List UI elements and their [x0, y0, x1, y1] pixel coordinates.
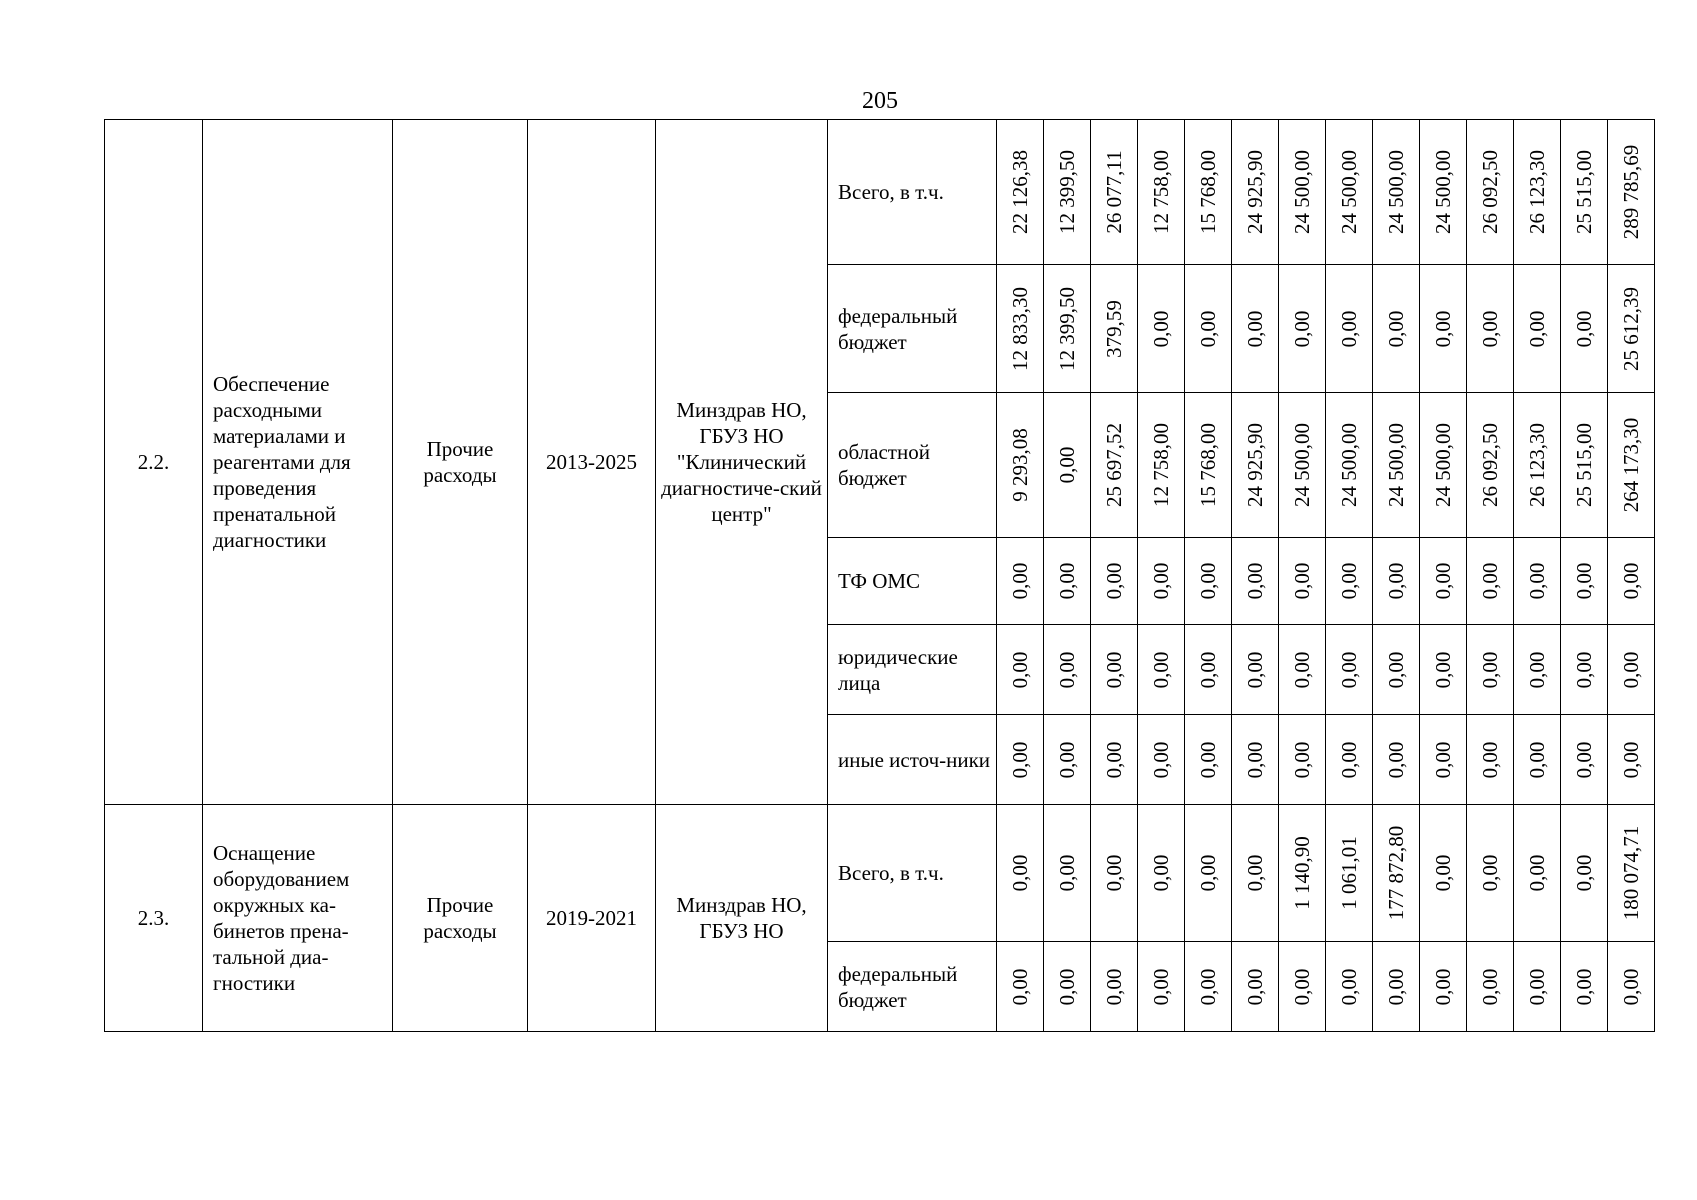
value-text: 0,00 [1102, 741, 1126, 778]
year-value-cell [1232, 942, 1279, 1032]
value-text: 24 500,00 [1290, 150, 1314, 234]
year-value-cell [1044, 538, 1091, 625]
year-value-cell [1561, 265, 1608, 393]
year-value-cell [1326, 942, 1373, 1032]
year-value-cell [997, 538, 1044, 625]
value-text: 0,00 [1196, 854, 1220, 892]
year-value-cell [1420, 805, 1467, 942]
year-value-cell [1467, 265, 1514, 393]
value-text: 0,00 [1572, 562, 1596, 600]
value-text: 0,00 [1431, 741, 1455, 778]
year-value-cell [1279, 393, 1326, 538]
year-value-cell [1514, 538, 1561, 625]
year-value-cell [1561, 120, 1608, 265]
value-text: 0,00 [1572, 310, 1596, 347]
value-text: 24 500,00 [1337, 423, 1361, 507]
value-text: 1 061,01 [1337, 836, 1361, 910]
measure-name: Оснащение оборудованием окружных ка-бинетов прена-тальной диа-гностики [203, 805, 393, 1032]
year-value-cell [1279, 120, 1326, 265]
value-text: 0,00 [1525, 854, 1549, 892]
year-value-cell [1279, 715, 1326, 805]
year-value-cell [1044, 942, 1091, 1032]
value-text: 0,00 [1431, 310, 1455, 347]
year-value-cell [1044, 625, 1091, 715]
value-text: 0,00 [1525, 741, 1549, 778]
total-value-cell [1608, 805, 1655, 942]
year-value-cell [1514, 393, 1561, 538]
value-text: 0,00 [1384, 310, 1408, 347]
value-text: 0,00 [1337, 968, 1361, 1005]
value-text: 0,00 [1149, 854, 1173, 892]
value-text: 0,00 [1572, 854, 1596, 892]
year-value-cell [1420, 120, 1467, 265]
year-value-cell [1044, 715, 1091, 805]
year-value-cell [1561, 942, 1608, 1032]
year-value-cell [1514, 805, 1561, 942]
value-text: 26 123,30 [1525, 423, 1549, 507]
year-value-cell [1420, 265, 1467, 393]
value-text: 0,00 [1525, 651, 1549, 688]
value-text: 0,00 [1384, 562, 1408, 600]
year-value-cell [1185, 942, 1232, 1032]
value-text: 24 500,00 [1290, 423, 1314, 507]
year-value-cell [1279, 538, 1326, 625]
value-text: 0,00 [1008, 562, 1032, 600]
value-text: 24 925,90 [1243, 423, 1267, 507]
year-value-cell [1326, 805, 1373, 942]
total-value-cell [1608, 625, 1655, 715]
year-value-cell [1326, 538, 1373, 625]
year-value-cell [1561, 393, 1608, 538]
year-value-cell [1185, 265, 1232, 393]
year-value-cell [1420, 393, 1467, 538]
year-value-cell [1044, 265, 1091, 393]
year-value-cell [1232, 265, 1279, 393]
year-value-cell [1185, 120, 1232, 265]
year-value-cell [1044, 393, 1091, 538]
value-text: 0,00 [1384, 968, 1408, 1005]
value-text: 25 515,00 [1572, 150, 1596, 234]
value-text: 0,00 [1478, 741, 1502, 778]
value-text: 24 500,00 [1337, 150, 1361, 234]
value-text: 289 785,69 [1619, 144, 1643, 240]
year-value-cell [1373, 265, 1420, 393]
value-text: 0,00 [1431, 854, 1455, 892]
year-value-cell [1373, 393, 1420, 538]
value-text: 0,00 [1196, 562, 1220, 600]
value-text: 0,00 [1384, 741, 1408, 778]
year-value-cell [1091, 265, 1138, 393]
value-text: 12 758,00 [1149, 150, 1173, 234]
year-value-cell [1467, 715, 1514, 805]
year-value-cell [997, 393, 1044, 538]
year-value-cell [1138, 715, 1185, 805]
value-text: 0,00 [1102, 968, 1126, 1005]
value-text: 0,00 [1196, 651, 1220, 688]
value-text: 0,00 [1478, 310, 1502, 347]
value-text: 0,00 [1619, 651, 1643, 688]
year-value-cell [1467, 393, 1514, 538]
year-value-cell [997, 805, 1044, 942]
value-text: 0,00 [1149, 968, 1173, 1005]
year-value-cell [1561, 715, 1608, 805]
value-text: 0,00 [1243, 310, 1267, 347]
year-value-cell [1326, 393, 1373, 538]
value-text: 0,00 [1243, 854, 1267, 892]
value-text: 0,00 [1478, 651, 1502, 688]
value-text: 12 833,30 [1008, 286, 1032, 371]
value-text: 0,00 [1055, 968, 1079, 1005]
value-text: 15 768,00 [1196, 423, 1220, 507]
value-text: 0,00 [1008, 854, 1032, 892]
value-text: 24 500,00 [1384, 423, 1408, 507]
value-text: 0,00 [1243, 741, 1267, 778]
year-value-cell [1091, 538, 1138, 625]
total-value-cell [1608, 393, 1655, 538]
value-text: 0,00 [1572, 651, 1596, 688]
year-value-cell [1373, 715, 1420, 805]
value-text: 24 500,00 [1384, 150, 1408, 234]
value-text: 0,00 [1431, 562, 1455, 600]
value-text: 0,00 [1243, 651, 1267, 688]
value-text: 0,00 [1055, 446, 1079, 484]
value-text: 0,00 [1572, 741, 1596, 778]
value-text: 26 092,50 [1478, 150, 1502, 234]
year-value-cell [997, 265, 1044, 393]
value-text: 0,00 [1196, 741, 1220, 778]
year-value-cell [1138, 538, 1185, 625]
year-value-cell [1044, 805, 1091, 942]
year-value-cell [1467, 942, 1514, 1032]
year-value-cell [1138, 805, 1185, 942]
year-value-cell [1561, 538, 1608, 625]
value-text: 0,00 [1619, 968, 1643, 1005]
value-text: 12 758,00 [1149, 423, 1173, 507]
value-text: 0,00 [1149, 741, 1173, 778]
executor: Минздрав НО, ГБУЗ НО [656, 805, 828, 1032]
year-value-cell [1044, 120, 1091, 265]
total-value-cell [1608, 265, 1655, 393]
value-text: 264 173,30 [1619, 417, 1643, 513]
page-number: 205 [862, 88, 898, 114]
value-text: 0,00 [1196, 310, 1220, 347]
value-text: 0,00 [1337, 741, 1361, 778]
year-value-cell [1326, 265, 1373, 393]
year-value-cell [1232, 805, 1279, 942]
year-value-cell [1279, 265, 1326, 393]
year-value-cell [1467, 120, 1514, 265]
row-number: 2.3. [105, 805, 203, 1032]
value-text: 0,00 [1525, 968, 1549, 1005]
value-text: 15 768,00 [1196, 150, 1220, 234]
executor: Минздрав НО, ГБУЗ НО "Клинический диагностиче-ский центр" [656, 120, 828, 805]
year-value-cell [1138, 265, 1185, 393]
value-text: 177 872,80 [1384, 825, 1408, 921]
value-text: 26 123,30 [1525, 150, 1549, 234]
value-text: 0,00 [1055, 562, 1079, 600]
value-text: 0,00 [1478, 968, 1502, 1005]
year-value-cell [997, 625, 1044, 715]
value-text: 22 126,38 [1008, 150, 1032, 234]
year-value-cell [1091, 393, 1138, 538]
implementation-period: 2013-2025 [528, 120, 656, 805]
value-text: 0,00 [1196, 968, 1220, 1005]
value-text: 25 612,39 [1619, 286, 1643, 371]
value-text: 26 092,50 [1478, 423, 1502, 507]
year-value-cell [1138, 625, 1185, 715]
source-total-label: Всего, в т.ч. [828, 120, 997, 265]
value-text: 0,00 [1149, 651, 1173, 688]
year-value-cell [1326, 625, 1373, 715]
year-value-cell [1420, 538, 1467, 625]
year-value-cell [1514, 715, 1561, 805]
value-text: 0,00 [1243, 562, 1267, 600]
value-text: 0,00 [1243, 968, 1267, 1005]
year-value-cell [1232, 120, 1279, 265]
value-text: 0,00 [1290, 310, 1314, 347]
year-value-cell [1185, 715, 1232, 805]
value-text: 0,00 [1055, 651, 1079, 688]
year-value-cell [1373, 805, 1420, 942]
value-text: 0,00 [1149, 562, 1173, 600]
value-text: 0,00 [1525, 310, 1549, 347]
value-text: 0,00 [1619, 741, 1643, 778]
year-value-cell [1091, 625, 1138, 715]
source-federal-label: федеральный бюджет [828, 942, 997, 1032]
year-value-cell [1279, 625, 1326, 715]
year-value-cell [1138, 393, 1185, 538]
year-value-cell [1561, 625, 1608, 715]
table-row [105, 120, 1655, 265]
year-value-cell [1185, 625, 1232, 715]
source-other-label: иные источ-ники [828, 715, 997, 805]
total-value-cell [1608, 538, 1655, 625]
value-text: 0,00 [1102, 854, 1126, 892]
value-text: 0,00 [1102, 562, 1126, 600]
value-text: 12 399,50 [1055, 150, 1079, 234]
total-value-cell [1608, 715, 1655, 805]
year-value-cell [1091, 120, 1138, 265]
year-value-cell [1185, 393, 1232, 538]
year-value-cell [1138, 120, 1185, 265]
value-text: 0,00 [1290, 651, 1314, 688]
value-text: 25 515,00 [1572, 423, 1596, 507]
value-text: 24 925,90 [1243, 150, 1267, 234]
budget-table [104, 119, 1655, 1032]
source-regional-label: областной бюджет [828, 393, 997, 538]
row-number: 2.2. [105, 120, 203, 805]
year-value-cell [1185, 538, 1232, 625]
year-value-cell [1373, 942, 1420, 1032]
value-text: 379,59 [1102, 299, 1126, 358]
value-text: 0,00 [1008, 651, 1032, 688]
expense-type: Прочие расходы [393, 805, 528, 1032]
source-federal-label: федеральный бюджет [828, 265, 997, 393]
year-value-cell [1232, 538, 1279, 625]
year-value-cell [1467, 805, 1514, 942]
total-value-cell [1608, 942, 1655, 1032]
value-text: 0,00 [1008, 741, 1032, 778]
value-text: 0,00 [1055, 741, 1079, 778]
value-text: 0,00 [1572, 968, 1596, 1005]
value-text: 0,00 [1149, 310, 1173, 347]
value-text: 0,00 [1290, 968, 1314, 1005]
expense-type: Прочие расходы [393, 120, 528, 805]
year-value-cell [1514, 120, 1561, 265]
year-value-cell [1091, 715, 1138, 805]
value-text: 0,00 [1290, 741, 1314, 778]
year-value-cell [1326, 715, 1373, 805]
value-text: 24 500,00 [1431, 423, 1455, 507]
value-text: 25 697,52 [1102, 423, 1126, 507]
value-text: 9 293,08 [1008, 428, 1032, 502]
value-text: 0,00 [1431, 651, 1455, 688]
year-value-cell [1514, 625, 1561, 715]
measure-name: Обеспечение расходными материалами и реагентами для проведения пренатальной диагностики [203, 120, 393, 805]
value-text: 0,00 [1290, 562, 1314, 600]
year-value-cell [1420, 715, 1467, 805]
value-text: 0,00 [1525, 562, 1549, 600]
value-text: 0,00 [1055, 854, 1079, 892]
year-value-cell [1232, 715, 1279, 805]
value-text: 26 077,11 [1102, 150, 1126, 234]
year-value-cell [1326, 120, 1373, 265]
value-text: 12 399,50 [1055, 286, 1079, 371]
year-value-cell [1185, 805, 1232, 942]
year-value-cell [1373, 120, 1420, 265]
value-text: 0,00 [1102, 651, 1126, 688]
year-value-cell [1091, 805, 1138, 942]
year-value-cell [997, 715, 1044, 805]
year-value-cell [1467, 625, 1514, 715]
year-value-cell [1138, 942, 1185, 1032]
year-value-cell [1232, 625, 1279, 715]
value-text: 0,00 [1619, 562, 1643, 600]
source-tfoms-label: ТФ ОМС [828, 538, 997, 625]
value-text: 0,00 [1337, 651, 1361, 688]
year-value-cell [1373, 625, 1420, 715]
value-text: 180 074,71 [1619, 825, 1643, 921]
year-value-cell [997, 120, 1044, 265]
year-value-cell [1514, 942, 1561, 1032]
value-text: 0,00 [1384, 651, 1408, 688]
year-value-cell [1091, 942, 1138, 1032]
year-value-cell [1514, 265, 1561, 393]
value-text: 0,00 [1478, 562, 1502, 600]
total-value-cell [1608, 120, 1655, 265]
year-value-cell [1279, 942, 1326, 1032]
value-text: 0,00 [1478, 854, 1502, 892]
value-text: 24 500,00 [1431, 150, 1455, 234]
value-text: 0,00 [1431, 968, 1455, 1005]
value-text: 0,00 [1337, 310, 1361, 347]
year-value-cell [1467, 538, 1514, 625]
year-value-cell [1279, 805, 1326, 942]
implementation-period: 2019-2021 [528, 805, 656, 1032]
value-text: 0,00 [1008, 968, 1032, 1005]
year-value-cell [1373, 538, 1420, 625]
year-value-cell [1561, 805, 1608, 942]
year-value-cell [997, 942, 1044, 1032]
value-text: 0,00 [1337, 562, 1361, 600]
year-value-cell [1420, 625, 1467, 715]
year-value-cell [1232, 393, 1279, 538]
value-text: 1 140,90 [1290, 836, 1314, 910]
source-legal-label: юридические лица [828, 625, 997, 715]
source-total-label: Всего, в т.ч. [828, 805, 997, 942]
table-row [105, 805, 1655, 942]
year-value-cell [1420, 942, 1467, 1032]
